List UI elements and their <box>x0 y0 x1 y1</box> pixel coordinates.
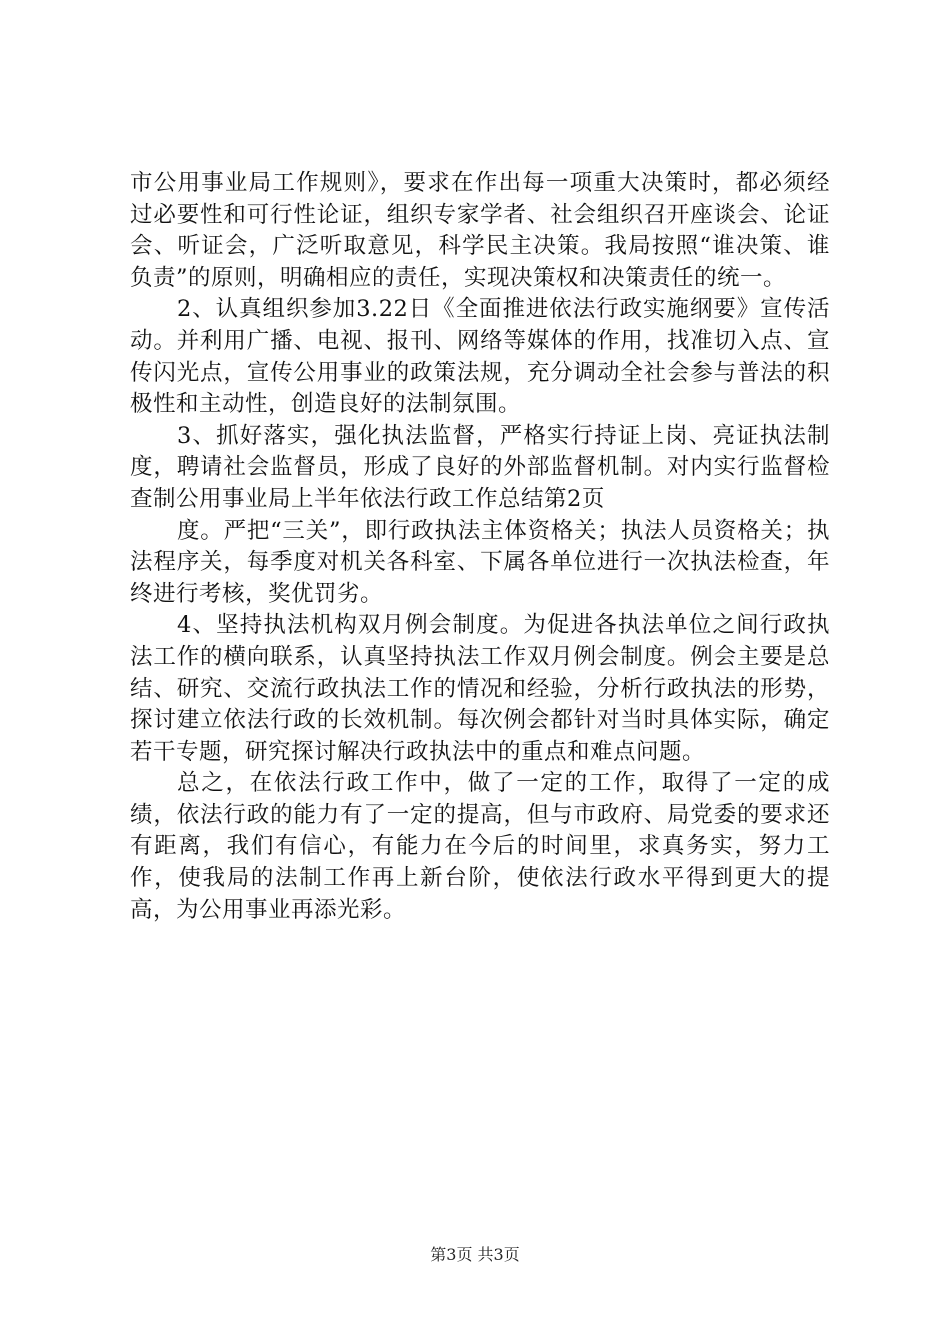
page-footer: 第3页 共3页 <box>430 1245 520 1264</box>
document-body <box>130 168 830 926</box>
paragraph-bimonthly-meeting: 4、坚持执法机构双月例会制度。为促进各执法单位之间行政执法工作的横向联系，认真坚持执法工作双月例会制度。例会主要是总结、研究、交流行政执法工作的情况和经验，分析行政执法的形势，探讨建立依法行政的长效机制。每次例会都针对当时具体实际，确定若干专题，研究探讨解决行政执法中的重点和难点问题。 <box>130 612 830 765</box>
paragraph-decision-rules: 市公用事业局工作规则》，要求在作出每一项重大决策时，都必须经过必要性和可行性论证，组织专家学者、社会组织召开座谈会、论证会、听证会，广泛听取意见，科学民主决策。我局按照“谁决策、谁负责”的原则，明确相应的责任，实现决策权和决策责任的统一。 <box>130 170 830 291</box>
paragraph-three-checks: 度。严把“三关”，即行政执法主体资格关；执法人员资格关；执法程序关，每季度对机关各科室、下属各单位进行一次执法检查，年终进行考核，奖优罚劣。 <box>130 517 830 607</box>
paragraph-enforcement-supervision: 3、抓好落实，强化执法监督，严格实行持证上岗、亮证执法制度，聘请社会监督员，形成了良好的外部监督机制。对内实行监督检查制公用事业局上半年依法行政工作总结第2页 <box>130 422 830 512</box>
paragraph-publicity-activity: 2、认真组织参加3.22日《全面推进依法行政实施纲要》宣传活动。并利用广播、电视、报刊、网络等媒体的作用，找准切入点、宣传闪光点，宣传公用事业的政策法规，充分调动全社会参与普法的积极性和主动性，创造良好的法制氛围。 <box>130 296 830 418</box>
paragraph-summary: 总之，在依法行政工作中，做了一定的工作，取得了一定的成绩，依法行政的能力有了一定的提高，但与市政府、局党委的要求还有距离，我们有信心，有能力在今后的时间里，求真务实，努力工作，使我局的法制工作再上新台阶，使依法行政水平得到更大的提高，为公用事业再添光彩。 <box>130 770 830 923</box>
